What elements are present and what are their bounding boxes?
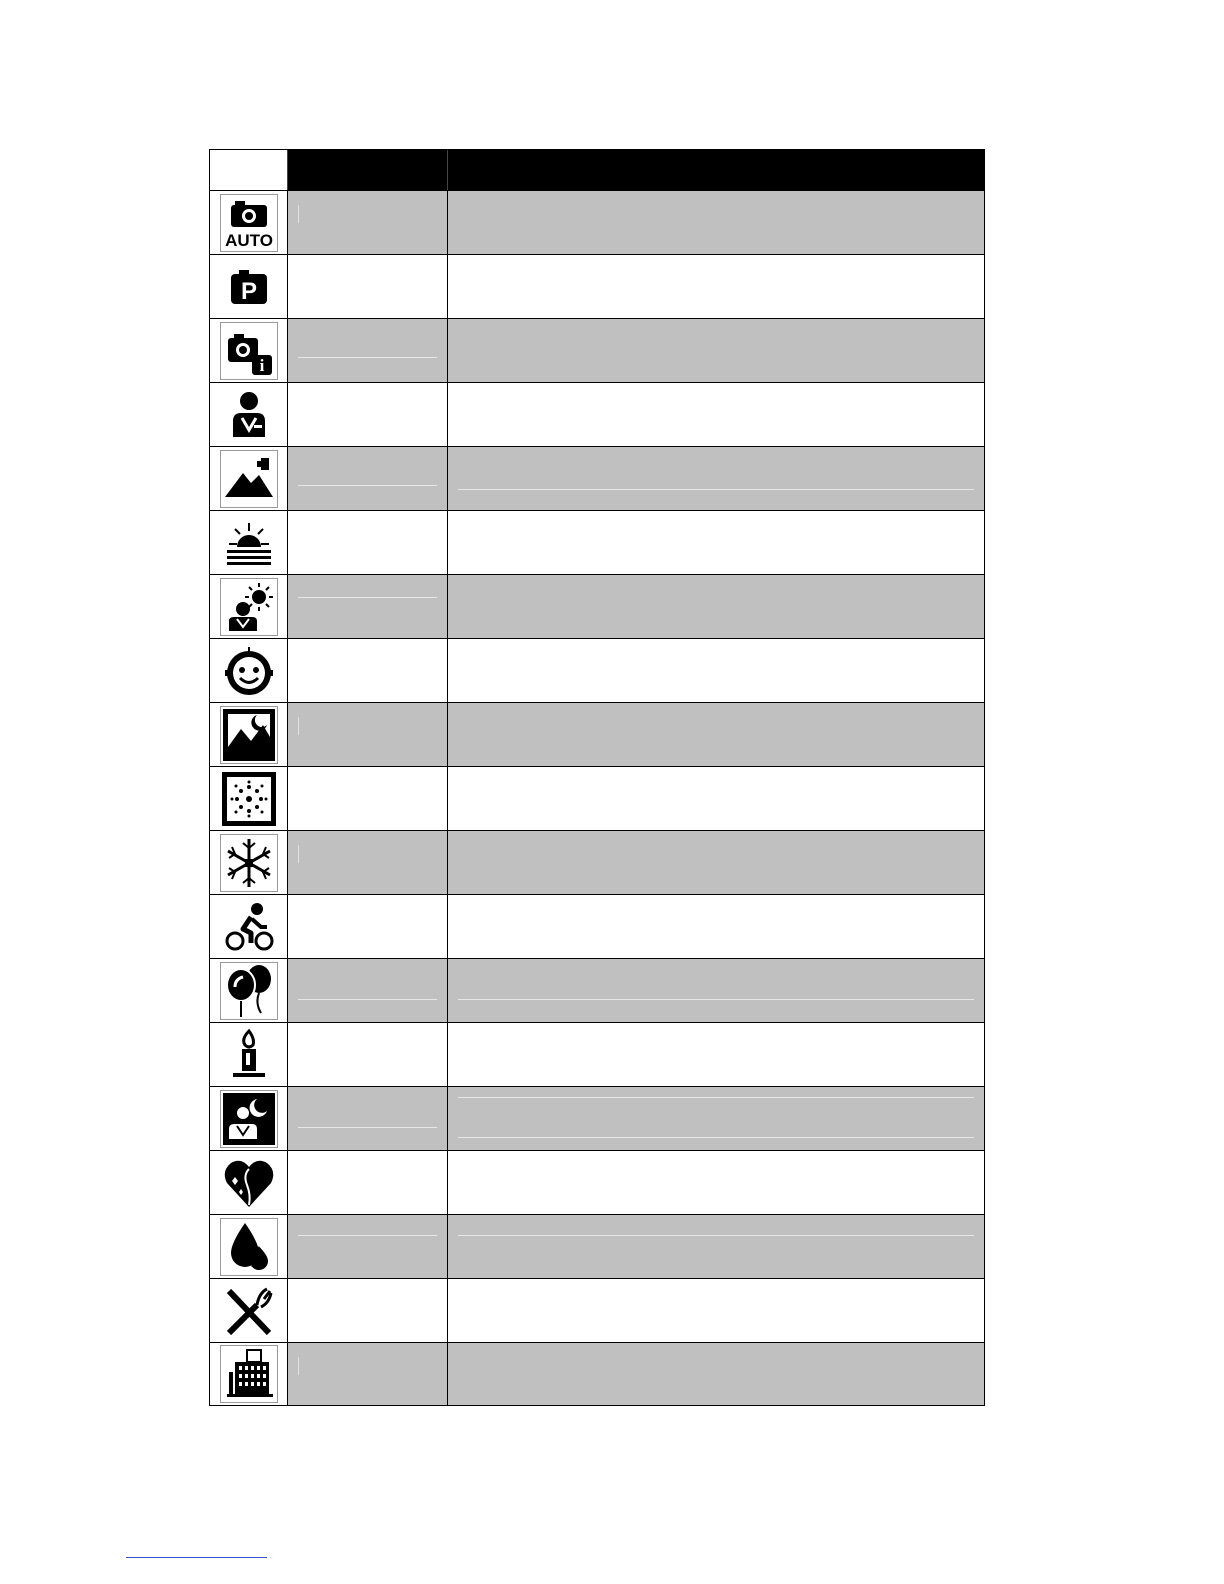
- night-portrait-icon: [220, 1090, 278, 1148]
- sunset-icon: [220, 514, 278, 572]
- auto-label: AUTO: [224, 230, 273, 250]
- footer-link-underline: [126, 1557, 267, 1558]
- table-row: [210, 446, 984, 510]
- program-label: P: [240, 277, 257, 305]
- table-row: [210, 1086, 984, 1150]
- table-row: [210, 318, 984, 382]
- table-row: [210, 1214, 984, 1278]
- snow-icon: [220, 834, 278, 892]
- scene-mode-table: [209, 149, 985, 1406]
- building-icon: [220, 1345, 278, 1403]
- table-row: [210, 510, 984, 574]
- table-row: [210, 702, 984, 766]
- fireworks-icon: [220, 770, 278, 828]
- table-row: [210, 894, 984, 958]
- table-row: [210, 574, 984, 638]
- table-row: [210, 1022, 984, 1086]
- night-scene-icon: [220, 706, 278, 764]
- header-description-column: [448, 150, 984, 190]
- soft-skin-icon: [220, 1154, 278, 1212]
- kids-icon: [220, 642, 278, 700]
- backlight-icon: [220, 578, 278, 636]
- table-row: [210, 830, 984, 894]
- party-icon: [220, 962, 278, 1020]
- table-row: [210, 382, 984, 446]
- table-row: [210, 958, 984, 1022]
- soft-flowing-water-icon: [220, 1218, 278, 1276]
- food-icon: [220, 1282, 278, 1340]
- table-header: [210, 150, 984, 190]
- table-row: [210, 1278, 984, 1342]
- table-row: [210, 1150, 984, 1214]
- table-row: [210, 638, 984, 702]
- header-icon-column: [210, 150, 288, 190]
- program-mode-icon: [220, 258, 278, 316]
- table-row: [210, 190, 984, 254]
- auto-mode-icon: [220, 194, 278, 252]
- candlelight-icon: [220, 1026, 278, 1084]
- camera-info-icon: [220, 322, 278, 380]
- table-row: [210, 766, 984, 830]
- table-row: [210, 1342, 984, 1405]
- portrait-icon: [220, 386, 278, 444]
- landscape-icon: [220, 450, 278, 508]
- sports-icon: [220, 898, 278, 956]
- header-mode-column: [288, 150, 448, 190]
- table-row: [210, 254, 984, 318]
- info-label: i: [259, 355, 264, 375]
